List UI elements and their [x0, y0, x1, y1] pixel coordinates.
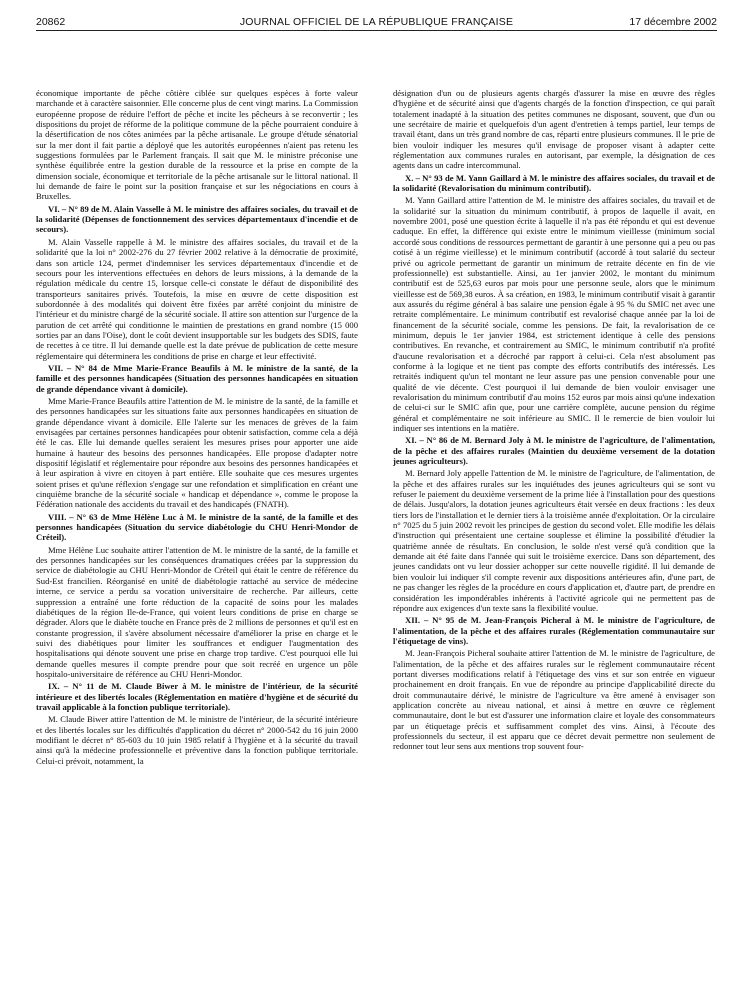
body-paragraph: M. Claude Biwer attire l'attention de M. le ministre de l'intérieur, de la sécurité intérieure et des libertés locales sur les difficultés d'application du décret n° 2000-542 du 16 juin 2000 modifiant le décret n° 85-603 du 10 juin 1985 relatif à l'hygiène et à la sécurité du travail ainsi qu'à la médecine professionnelle et préventive dans la fonction publique territoriale. Celui-ci prévoit, notamment, la [36, 714, 358, 766]
body-paragraph: M. Alain Vasselle rappelle à M. le ministre des affaires sociales, du travail et de la solidarité que la loi n° 2002-276 du 27 février 2002 relative à la démocratie de proximité, dans son article 124, permet d'indemniser les services départementaux d'incendie et de secours pour les interventions effectuées en dehors de leurs missions, à la demande de la régulation médicale du centre 15, lorsque celle-ci constate le défaut de disponibilité des transporteurs sanitaires privés. Toutefois, la mise en œuvre de cette disposition est subordonnée à des modalités qui doivent être fixées par arrêté conjoint du ministre de l'intérieur et du ministre chargé de la sécurité sociale. Il attire son attention sur l'urgence de la parution de cet arrêté qui conditionne le maintien de prestations en grand nombre (15 000 sorties par an dans l'Oise), dont le coût devient insupportable sur les budgets des SDIS, faute de recettes à ce titre. Il lui demande quelle est la date prévue de publication de cette mesure réglementaire qui déterminera les conditions de prise en charge et leur effectivité. [36, 236, 358, 361]
body-paragraph: Mme Hélène Luc souhaite attirer l'attention de M. le ministre de la santé, de la famille et des personnes handicapées sur les conséquences dramatiques créées par la suppression du service de diabétologie au CHU Henri-Mondor de Créteil qui était le centre de référence du Sud-Est francilien. Réorganisé en unité de diabétologie rattaché au service de médecine interne, ce service a perdu sa vocation universitaire de recherche. Par ailleurs, cette suppression a entraîné une forte réduction de la capacité de soins pour les malades diabétiques de la région Ile-de-France, qui voient leurs conditions de prise en charge se dégrader. Alors que le diabète touche en France près de 2 millions de personnes et qu'il est en constante progression, il s'avère absolument nécessaire d'améliorer la prise en charge et le suivi des diabétiques pour limiter les souffrances et endiguer l'augmentation des hospitalisations qui dénote souvent une prise en charge trop tardive. C'est pourquoi elle lui demande quelles mesures il compte prendre pour que soit recréé en urgence un pôle hospitalo-universitaire de référence au CHU Henri-Mondor. [36, 544, 358, 679]
question-heading: IX. – N° 11 de M. Claude Biwer à M. le ministre de l'intérieur, de la sécurité intérieure et des libertés locales (Réglementation en matière d'hygiène et de sécurité du travail applicable à la fonction publique territoriale). [36, 681, 358, 712]
issue-date: 17 décembre 2002 [629, 16, 717, 28]
right-column [393, 88, 715, 753]
question-heading: VII. – N° 84 de Mme Marie-France Beaufils à M. le ministre de la santé, de la famille et des personnes handicapées (Situation des personnes handicapées en situation de grande dépendance vivant à domicile). [36, 362, 358, 394]
journal-title: JOURNAL OFFICIEL DE LA RÉPUBLIQUE FRANÇAISE [239, 16, 514, 28]
body-paragraph: économique importante de pêche côtière ciblée sur quelques espèces à forte valeur marchande et à caractère saisonnier. Elle concerne plus de cent vingt marins. La Commission européenne propose de réduire l'effort de pêche et incite les pêcheurs à se reconvertir ; les dispositions du projet de réforme de la politique commune de la pêche pourraient conduire à la désertification de nos côtes animées par la pêche artisanale. Le groupe d'étude sénatorial sur la mer dont il fait partie a déployé que les autorités européennes n'aient pas retenu les suggestions formulées par le Parlement français. Il sait que M. le ministre préconise une synthèse équilibrée entre la gestion durable de la ressource et la prise en compte de la dimension sociale, économique et territoriale de la pêche artisanale sur le littoral national. Il lui demande de faire le point sur la position française et sur les négociations en cours à Bruxelles. [36, 88, 358, 202]
body-paragraph: désignation d'un ou de plusieurs agents chargés d'assurer la mise en œuvre des règles d'hygiène et de sécurité ainsi que d'agents chargés de la fonction d'inspection, ce qui paraît totalement inadapté à la situation des petites communes ne disposant, souvent, que d'un ou une secrétaire de mairie et quelquefois d'un agent d'entretien à temps partiel, leur temps de travail étant, dans un très grand nombre de cas, réparti entre plusieurs communes. Il le prie de bien vouloir indiquer les mesures qu'il envisage de proposer visant à adapter cette réglementation aux communes rurales en autorisant, par exemple, la désignation de ces agents dans un cadre intercommunal. [393, 88, 715, 171]
question-heading: VI. – N° 89 de M. Alain Vasselle à M. le ministre des affaires sociales, du travail et de la solidarité (Dépenses de fonctionnement des services départementaux d'incendie et de secours). [36, 203, 358, 235]
header-rule [36, 30, 717, 31]
body-paragraph: M. Jean-François Picheral souhaite attirer l'attention de M. le ministre de l'agriculture, de l'alimentation, de la pêche et des affaires rurales sur le règlement communautaire récent portant diverses modifications relatif à l'étiquetage des vins et sur son entrée en vigueur prochainement en droit français. En vue de répondre au principe d'applicabilité directe du droit communautaire dérivé, le ministre de l'agriculture va être amené à envisager son application concrète au niveau national, et ainsi à mettre en œuvre ce règlement communautaire, dont le but est d'assurer une information claire et loyale des consommateurs par un étiquetage précis et suffisamment complet des vins. Ainsi, à l'écoute des professionnels du secteur, il est apparu que ce décret devait permettre non seulement de redonner tout leur sens aux mentions trop souvent four- [393, 648, 715, 752]
question-heading: VIII. – N° 63 de Mme Hélène Luc à M. le ministre de la santé, de la famille et des personnes handicapées (Situation du service diabétologie du CHU Henri-Mondor de Créteil). [36, 511, 358, 543]
page-number: 20862 [36, 16, 66, 28]
question-heading: XII. – N° 95 de M. Jean-François Picheral à M. le ministre de l'agriculture, de l'alimentation, de la pêche et des affaires rurales (Réglementation communautaire sur l'étiquetage de vins). [393, 615, 715, 646]
body-paragraph: M. Yann Gaillard attire l'attention de M. le ministre des affaires sociales, du travail et de la solidarité sur la situation du minimum contributif, à propos de laquelle il avait, en novembre 2001, posé une question écrite à laquelle il n'a pas été répondu et qui est devenue caduque. En effet, la différence qui existe entre le minimum vieillesse (minimum social accordé sous conditions de ressources permettant de garantir à une personne qui a peu ou pas cotisé à un régime vieillesse) et le minimum contributif (accordé à tout salarié du secteur privé ou agricole permettant de garantir un minimum de retraite décente en fin de vie professionnelle) est substantielle. Ainsi, au 1er janvier 2002, le montant du minimum contributif est de 525,63 euros par mois pour une personne seule, alors que le minimum vieillesse est de 569,38 euros. À sa création, en 1983, le minimum contributif visait à garantir aux assurés du régime général à bas salaire une pension égale à 95 % du SMIC net avec une retraite complémentaire. Le minimum contributif est revalorisé chaque année par la loi de financement de la sécurité sociale, comme les pensions. De fait, la revalorisation de ce minimum, depuis le 1er janvier 1984, est strictement identique à celle des pensions contributives. En revanche, et contrairement au SMIC, le minimum contributif n'a profité d'aucune revalorisation et a décroché par rapport à celui-ci. Cela n'est absolument pas conforme à la logique et ne tient pas compte des efforts contributifs des intéressés. Les retraités indiquent qu'un tel montant ne leur assure pas une pension convenable pour une qualité de vie décente. C'est pourquoi il lui demande de bien vouloir envisager une revalorisation du minimum contributif d'au moins 152 euros par mois ainsi qu'une indexation de celui-ci sur le SMIC afin que, pour une carrière complète, aucune pension du régime général et complémentaire ne soit inférieure au SMIC. Il le remercie de bien vouloir lui indiquer ses intentions en la matière. [393, 195, 715, 433]
body-paragraph: Mme Marie-France Beaufils attire l'attention de M. le ministre de la santé, de la famille et des personnes handicapées sur les situations faite aux personnes handicapées en situation de grande dépendance vivant à domicile. Elle l'alerte sur les menaces de grèves de la faim envisagées par certaines personnes handicapées pour obtenir satisfaction, comme cela a déjà été le cas. Elle lui demande quelles seraient les mesures prises pour apporter une aide humaine à hauteur des besoins des personnes handicapées. Elle propose d'adapter notre dispositif législatif et réglementaire pour répondre aux besoins des personnes handicapées et à leur aspiration à vivre en citoyen à part entière. Elle souhaite que ces mesures urgentes soient prises et qu'une réflexion s'engage sur une refondation et simplification en créant une cinquième branche de la sécurité sociale « handicap et dépendance », comme le propose la Fédération nationale des accidents du travail et des handicapés (FNATH). [36, 395, 358, 510]
body-paragraph: M. Bernard Joly appelle l'attention de M. le ministre de l'agriculture, de l'alimentation, de la pêche et des affaires rurales sur les inquiétudes des jeunes agriculteurs qui se sont vu refuser le paiement du deuxième versement de la prime liée à l'installation pour des questions de délais. Jusqu'alors, la dotation jeunes agriculteurs était versée en deux fractions : les deux tiers lors de l'installation et le dernier tiers à la troisième année d'exploitation. Or la circulaire n° 7025 du 5 juin 2002 revoit les principes de gestion du second volet. Elle modifie les délais d'instruction qui présentaient une certaine souplesse et élimine la possibilité d'étudier la quatrième année de résultats. En conclusion, le solde n'est versé qu'à condition que la demande ait été faite dans l'année qui suit le troisième exercice. Dans son département, des jeunes candidats ont vu leur dossier achopper sur cette nouvelle rigidité. Il lui demande de bien vouloir lui indiquer s'il compte revenir aux dispositions antérieures afin, d'une part, de ne pas changer les règles de la procédure en cours d'application et, d'autre part, de prendre en considération les impondérables inhérents à l'activité agricole qui ne permettent pas de répondre aux exigences d'un texte sans la flexibilité voulue. [393, 468, 715, 613]
question-heading: XI. – N° 86 de M. Bernard Joly à M. le ministre de l'agriculture, de l'alimentation, de la pêche et des affaires rurales (Maintien du deuxième versement de la dotation jeunes agriculteurs). [393, 435, 715, 467]
question-heading: X. – N° 93 de M. Yann Gaillard à M. le ministre des affaires sociales, du travail et de la solidarité (Revalorisation du minimum contributif). [393, 172, 715, 194]
left-column [36, 88, 358, 767]
